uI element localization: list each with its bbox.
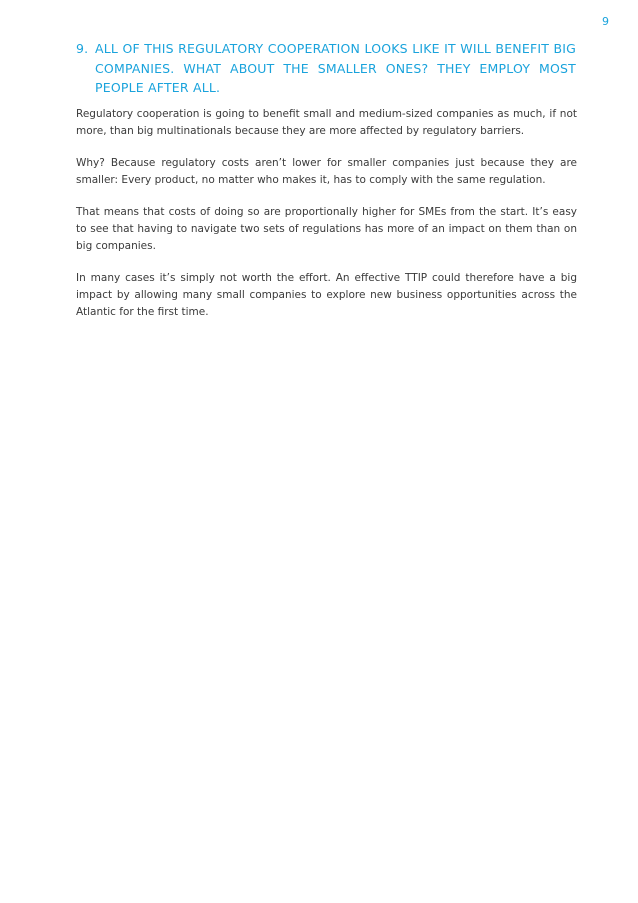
- paragraph: In many cases it’s simply not worth the effort. An effective TTIP could therefore have a big impact by allowing many small companies to explore new business opportunities across the Atlantic for the first time.: [76, 272, 577, 318]
- question-heading: [76, 39, 576, 98]
- paragraph: That means that costs of doing so are proportionally higher for SMEs from the start. It’s easy to see that having to navigate two sets of regulations has more of an impact on them than on big companies.: [76, 206, 577, 252]
- question-text: ALL OF THIS REGULATORY COOPERATION LOOKS LIKE IT WILL BENEFIT BIG COMPANIES. WHAT ABOUT THE SMALLER ONES? THEY EMPLOY MOST PEOPLE AFTER ALL.: [95, 41, 576, 95]
- page-number: 9: [602, 15, 609, 28]
- paragraph: Regulatory cooperation is going to benefit small and medium-sized companies as much, if not more, than big multinationals because they are more affected by regulatory barriers.: [76, 108, 577, 137]
- question-number: 9.: [76, 41, 89, 56]
- answer-body: [76, 106, 577, 336]
- paragraph: Why? Because regulatory costs aren’t lower for smaller companies just because they are smaller: Every product, no matter who makes it, has to comply with the same regulation.: [76, 157, 577, 186]
